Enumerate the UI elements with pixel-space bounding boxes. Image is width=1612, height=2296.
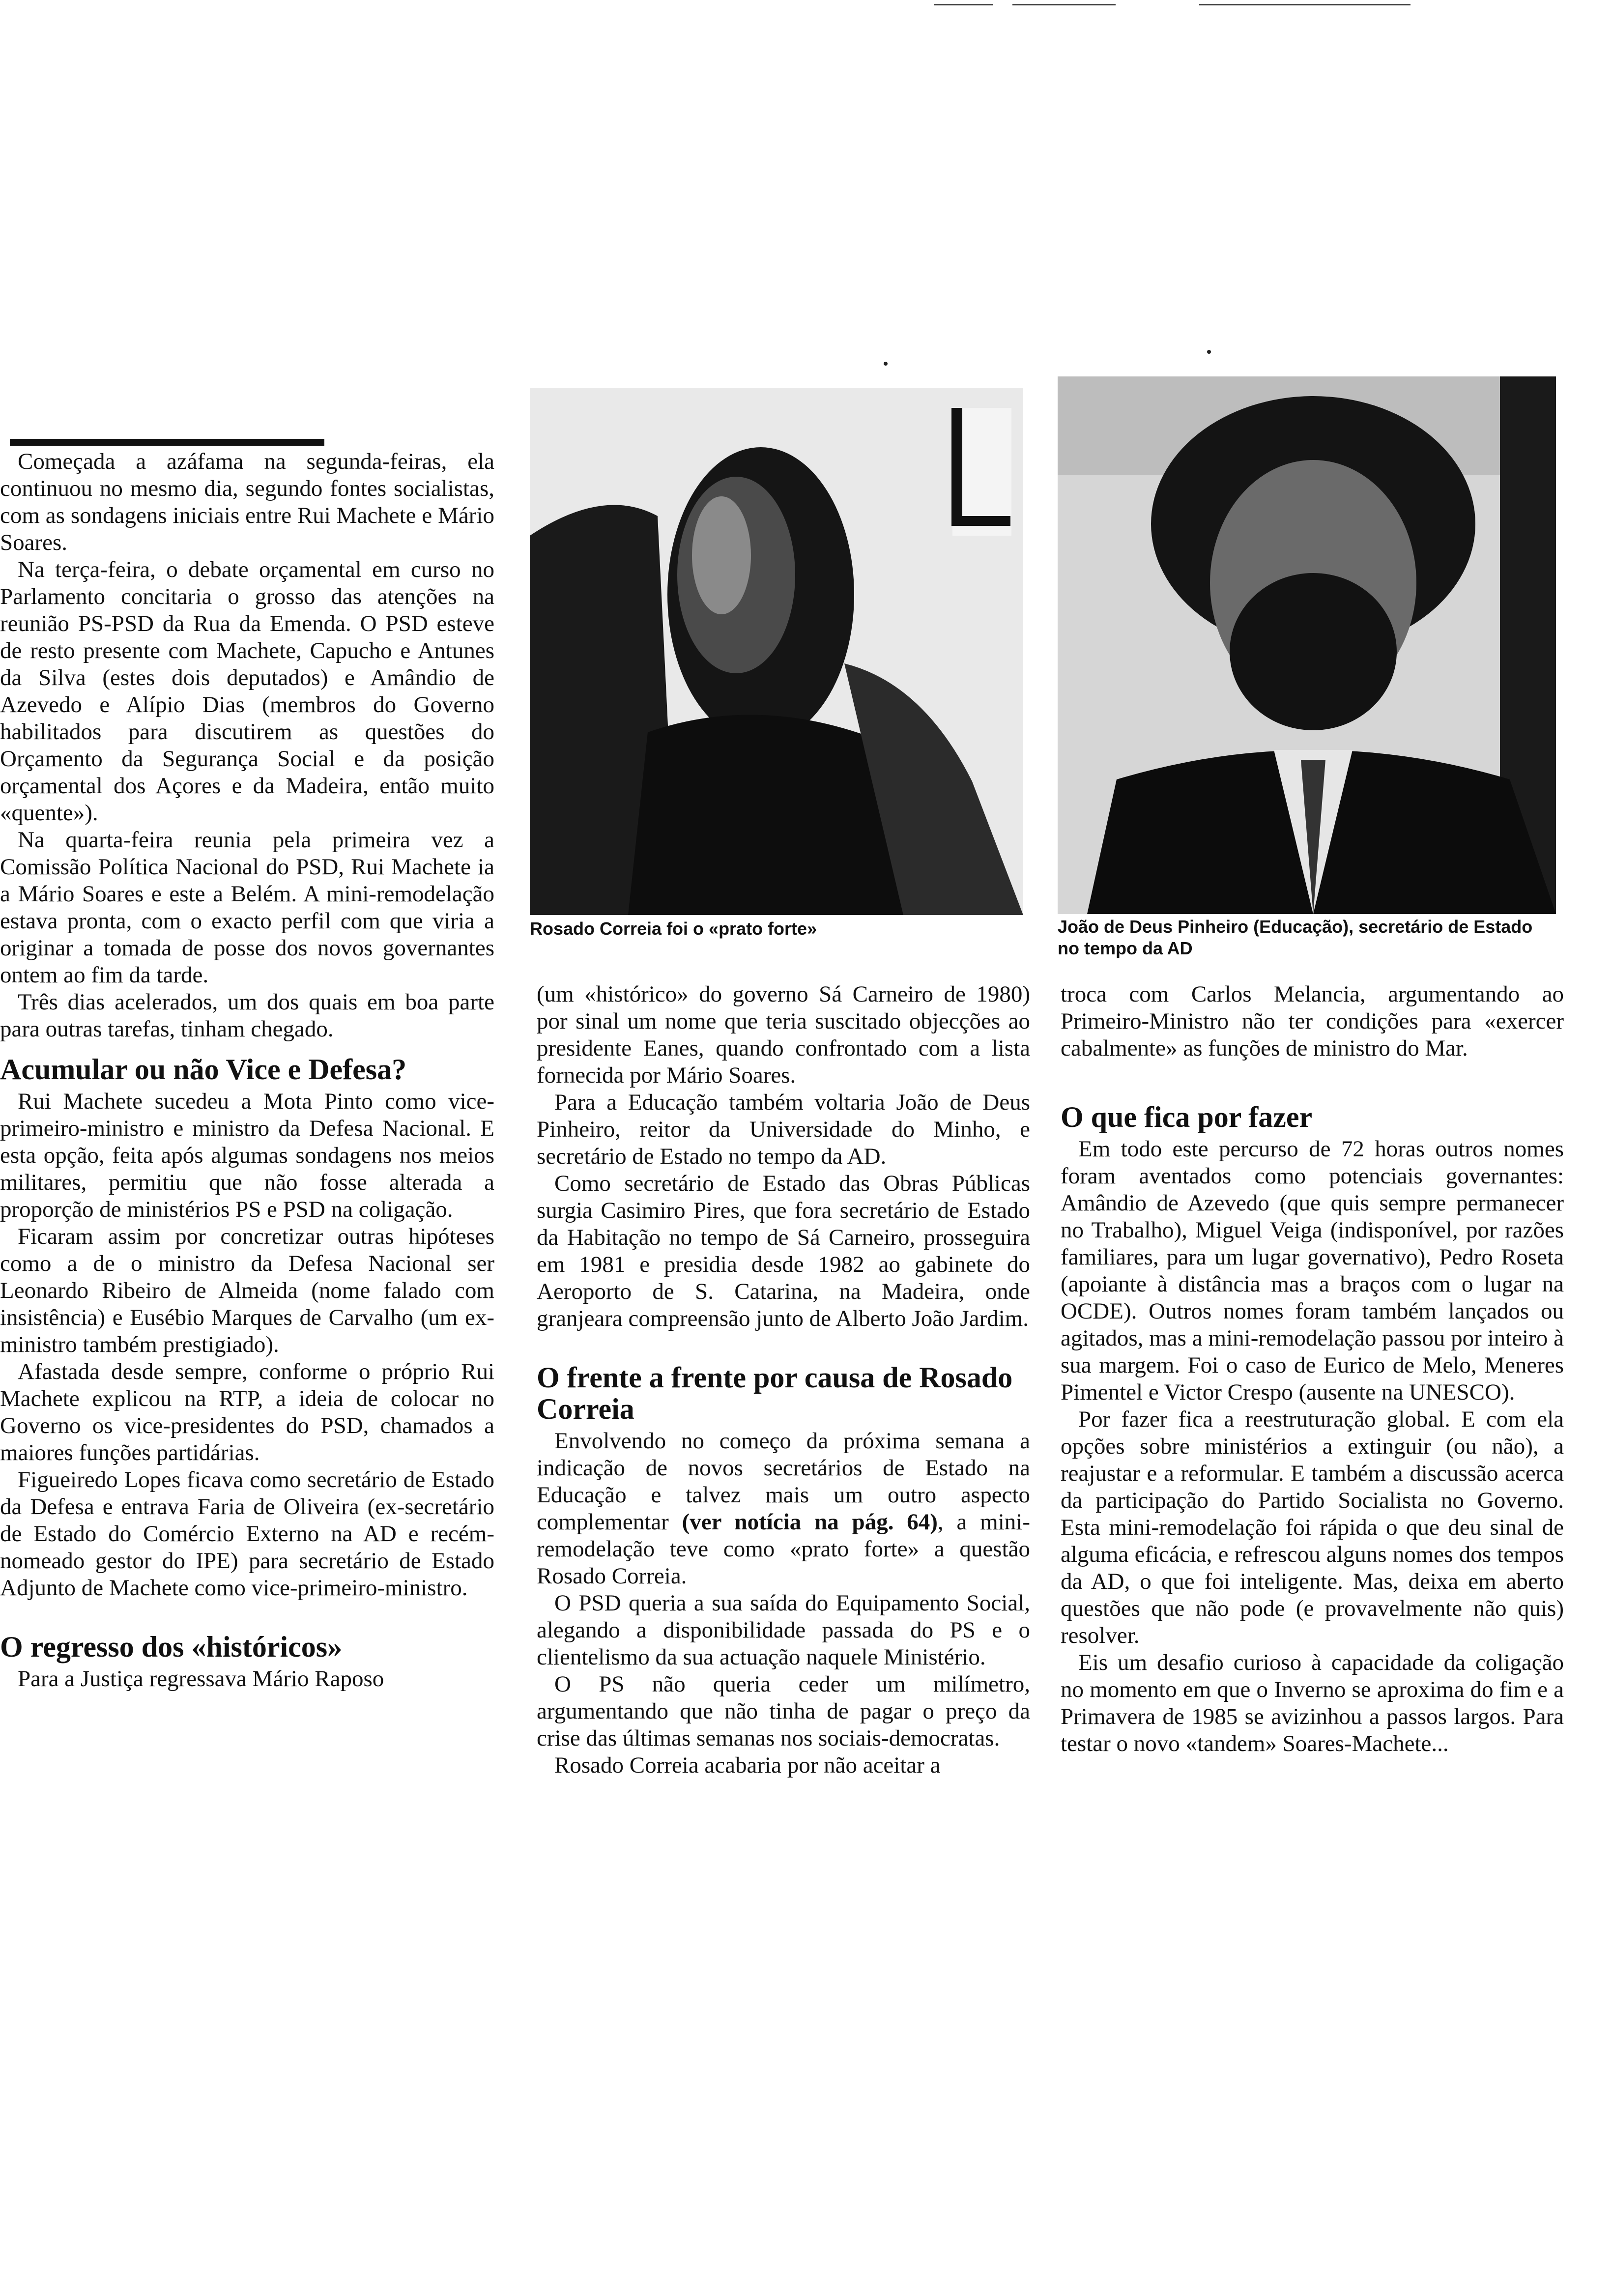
section-heading: Acumular ou não Vice e Defesa? (0, 1053, 407, 1086)
photo-joao-de-deus-pinheiro (1058, 376, 1556, 914)
paragraph: Figueiredo Lopes ficava como secretário de Estado da Defesa e entrava Faria de Oliveira (ex-secretário de Estado do Comércio Externo na AD e recém-nomeado gestor do IPE) para secretário de Estado Adjunto de Machete como vice-primeiro-ministro. (0, 1467, 494, 1601)
paragraph: Para a Justiça regressava Mário Raposo (18, 1666, 384, 1692)
paragraph: O PSD queria a sua saída do Equipamento Social, alegando a disponibilidade passada do PS e o clientelismo da sua actuação naquele Ministério. (537, 1590, 1030, 1670)
paragraph: Eis um desafio curioso à capacidade da coligação no momento em que o Inverno se aproxima do fim e a Primavera de 1985 se avizinhou a passos largos. Para testar o novo «tandem» Soares-Machete... (1061, 1650, 1564, 1756)
section-heading: O frente a frente por causa de Rosado Correia (537, 1361, 1013, 1425)
column-1 (0, 448, 494, 1693)
column-2 (537, 981, 1030, 1779)
paragraph: (um «histórico» do governo Sá Carneiro de 1980) por sinal um nome que teria suscitado objecções ao presidente Eanes, quando confrontado com a lista fornecida por Mário Soares. (537, 981, 1030, 1088)
paragraph: troca com Carlos Melancia, argumentando ao Primeiro-Ministro não ter condições para «exercer cabalmente» as funções de ministro do Mar. (1061, 981, 1564, 1061)
paragraph: Na terça-feira, o debate orçamental em curso no Parlamento concitaria o grosso das atenções na reunião PS-PSD da Rua da Emenda. O PSD esteve de resto presente com Machete, Capucho e Antunes da Silva (estes dois deputados) e Amândio de Azevedo e Alípio Dias (membros do Governo habilitados para discutirem as questões do Orçamento da Segurança Social e da posição orçamental dos Açores e da Madeira, então muito «quente»). (0, 557, 494, 826)
speck (884, 362, 888, 366)
paragraph: Na quarta-feira reunia pela primeira vez a Comissão Política Nacional do PSD, Rui Machete ia a Mário Soares e este a Belém. A mini-remodelação estava pronta, com o exacto perfil com que viria a originar a tomada de posse dos novos governantes ontem ao fim da tarde. (0, 827, 494, 988)
caption-right: João de Deus Pinheiro (Educação), secretário de Estado no tempo da AD (1058, 917, 1533, 958)
paragraph: Afastada desde sempre, conforme o próprio Rui Machete explicou na RTP, a ideia de colocar no Governo os vice-presidentes do PSD, chamados a maiores funções partidárias. (0, 1359, 494, 1465)
paragraph: Três dias acelerados, um dos quais em boa parte para outras tarefas, tinham chegado. (0, 989, 494, 1042)
column-3 (1061, 981, 1564, 1757)
top-rule-2 (1012, 4, 1116, 5)
paragraph: Por fazer fica a reestruturação global. E com ela opções sobre ministérios a extinguir (ou não), a reajustar e a reformular. E também a discussão acerca da participação do Partido Socialista no Governo. Esta mini-remodelação foi rápida o que deu sinal de alguma eficácia, e refrescou alguns nomes dos tempos da AD, o que foi inteligente. Mas, deixa em aberto questões que não pode (e provavelmente não quis) resolver. (1061, 1406, 1564, 1648)
page-reference: (ver notícia na pág. 64) (682, 1509, 938, 1535)
section-rule (10, 439, 324, 446)
paragraph: Como secretário de Estado das Obras Públicas surgia Casimiro Pires, que fora secretário de Estado da Habitação no tempo de Sá Carneiro, prosseguira em 1981 e presidia desde 1982 ao gabinete do Aeroporto de S. Catarina, na Madeira, onde granjeara compreensão junto de Alberto João Jardim. (537, 1171, 1030, 1331)
section-heading: O que fica por fazer (1061, 1101, 1313, 1133)
paragraph: Ficaram assim por concretizar outras hipóteses como a de o ministro da Defesa Nacional ser Leonardo Ribeiro de Almeida (nome falado com insistência) e Eusébio Marques de Carvalho (um ex-ministro também prestigiado). (0, 1224, 494, 1357)
text-run: , a mini-remodelação teve como «prato forte» a questão Rosado Correia. (537, 1509, 1031, 1589)
paragraph: Para a Educação também voltaria João de Deus Pinheiro, reitor da Universidade do Minho, e secretário de Estado no tempo da AD. (537, 1090, 1030, 1169)
text-run: Envolvendo no começo da próxima semana a indicação de novos secretários de Estado na Educação e talvez mais um outro aspecto complementar (537, 1428, 1030, 1535)
paragraph: O PS não queria ceder um milímetro, argumentando que não tinha de pagar o preço da crise das últimas semanas nos sociais-democratas. (537, 1671, 1030, 1751)
speck (1207, 350, 1211, 354)
section-heading: O regresso dos «históricos» (0, 1631, 343, 1663)
paragraph: Começada a azáfama na segunda-feiras, ela continuou no mesmo dia, segundo fontes socialistas, com as sondagens iniciais entre Rui Machete e Mário Soares. (0, 449, 494, 555)
paragraph (537, 1428, 1030, 1590)
paragraph: Rosado Correia acabaria por não aceitar a (554, 1752, 941, 1778)
top-rule-1 (934, 4, 993, 5)
portrait-right-image (1058, 376, 1556, 914)
paragraph: Em todo este percurso de 72 horas outros nomes foram aventados como potenciais governantes: Amândio de Azevedo (que quis sempre permanecer no Trabalho), Miguel Veiga (indisponível, por razões familiares, para um lugar governativo), Pedro Roseta (apoiante à distância mas a braços com o lugar na OCDE). Outros nomes foram também lançados ou agitados, mas a mini-remodelação passou por inteiro à sua margem. Foi o caso de Eurico de Melo, Meneres Pimentel e Victor Crespo (ausente na UNESCO). (1061, 1136, 1564, 1405)
photo-rosado-correia (530, 388, 1023, 915)
top-rule-3 (1199, 4, 1410, 5)
caption-left: Rosado Correia foi o «prato forte» (530, 918, 817, 939)
portrait-left-image (530, 388, 1023, 915)
paragraph: Rui Machete sucedeu a Mota Pinto como vice-primeiro-ministro e ministro da Defesa Nacional. E esta opção, feita após algumas sondagens nos meios militares, permitiu que não fosse alterada a proporção de ministérios PS e PSD na coligação. (0, 1089, 494, 1222)
